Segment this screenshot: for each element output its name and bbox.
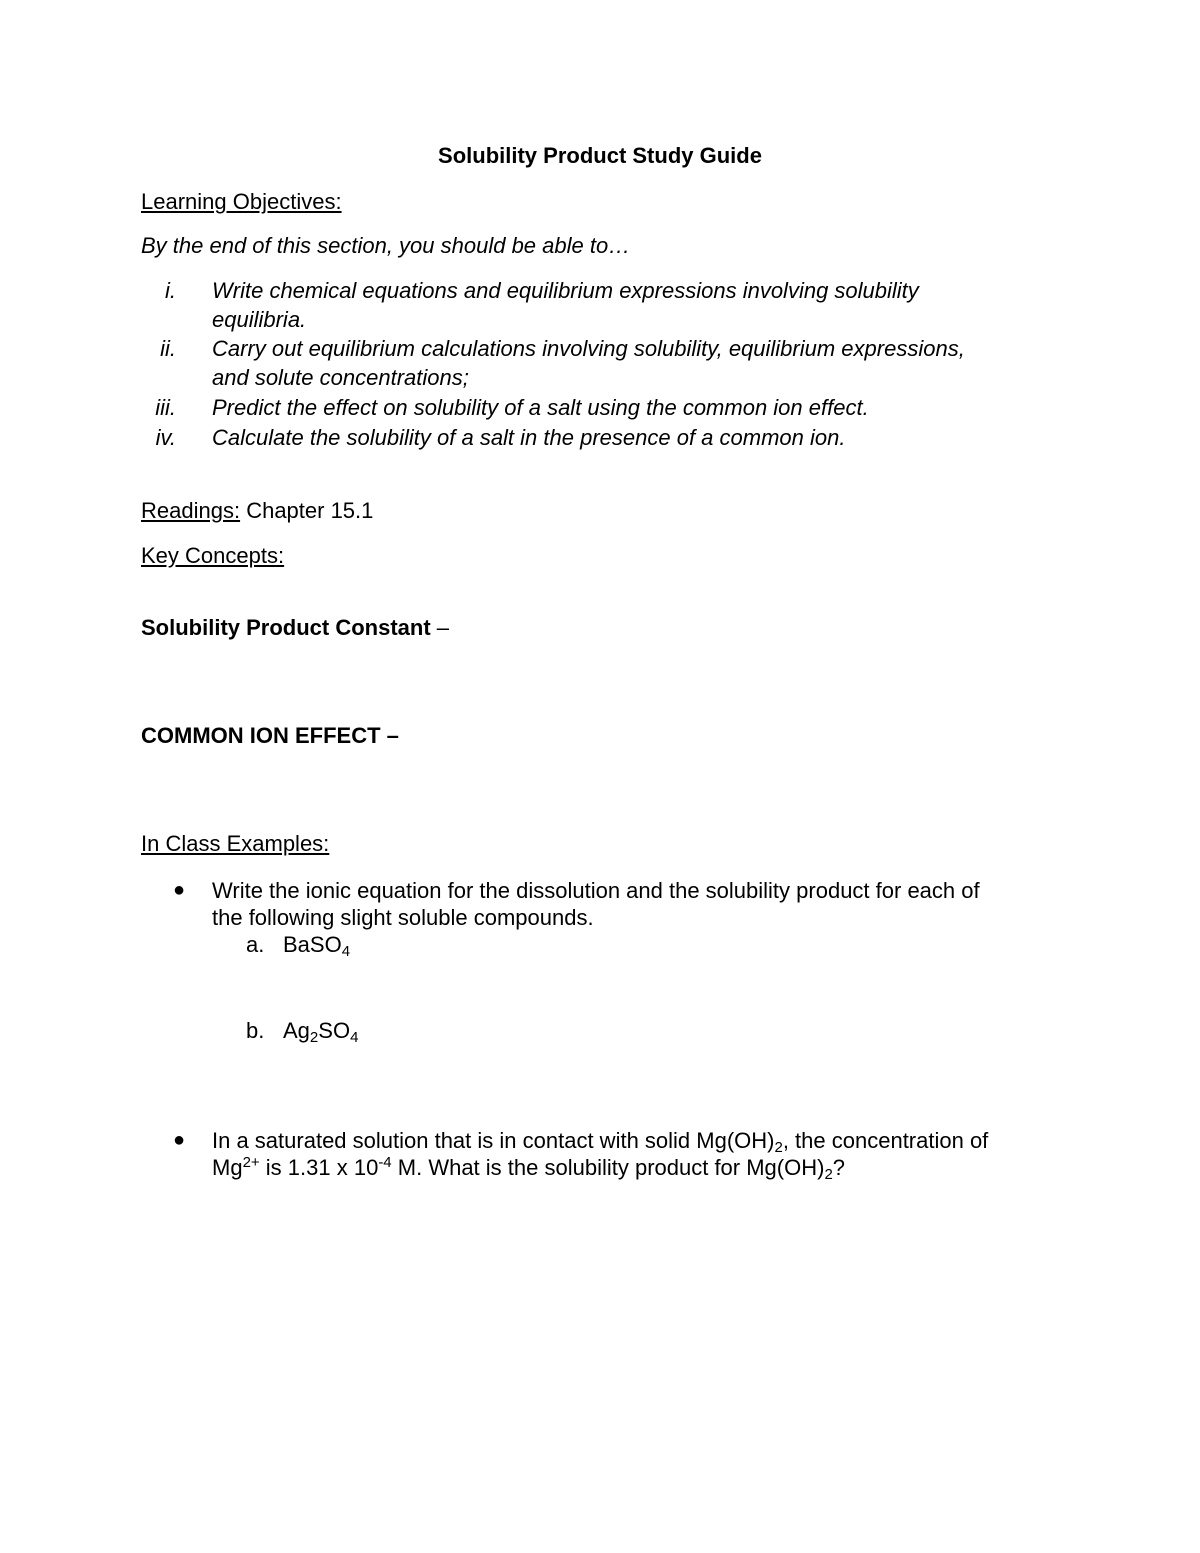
key-concepts-heading: Key Concepts:	[141, 543, 285, 568]
formula-ag2so4	[283, 1016, 358, 1045]
readings-label: Readings:	[141, 498, 241, 523]
readings-line	[141, 496, 373, 525]
objective-number: i.	[165, 278, 176, 303]
objective-number: iv.	[155, 425, 176, 450]
objective-number: iii.	[155, 395, 176, 420]
objective-text: and solute concentrations;	[212, 365, 469, 390]
bullet-icon: ●	[173, 879, 186, 901]
formula-subscript: 2	[824, 1166, 833, 1183]
bullet-icon: ●	[173, 1129, 186, 1151]
readings-value: Chapter 15.1	[240, 498, 374, 523]
objective-number: ii.	[160, 336, 176, 361]
text-run: Mg	[212, 1155, 243, 1180]
in-class-examples-heading: In Class Examples:	[141, 831, 330, 856]
formula-text: Ag	[283, 1018, 310, 1043]
objective-text: Write chemical equations and equilibrium expressions involving solubility	[212, 278, 919, 303]
formula-subscript: 2	[774, 1139, 783, 1156]
page-title: Solubility Product Study Guide	[438, 143, 762, 168]
objective-text: Predict the effect on solubility of a salt using the common ion effect.	[212, 395, 869, 420]
text-run: ?	[832, 1155, 846, 1180]
objective-text: Carry out equilibrium calculations involving solubility, equilibrium expressions,	[212, 336, 965, 361]
example-text: Write the ionic equation for the dissolution and the solubility product for each of	[212, 878, 980, 903]
sub-item-label: b.	[246, 1018, 265, 1043]
formula-subscript: 4	[350, 1029, 359, 1046]
example-text: the following slight soluble compounds.	[212, 905, 594, 930]
charge-superscript: 2+	[242, 1154, 260, 1171]
text-run: , the concentration of	[782, 1128, 989, 1153]
example-text	[212, 1153, 845, 1182]
concept-solubility-product-constant	[141, 613, 449, 642]
formula-text: BaSO	[283, 932, 342, 957]
text-run: M. What is the solubility product for Mg(OH)	[391, 1155, 825, 1180]
objectives-intro: By the end of this section, you should be able to…	[141, 233, 631, 258]
formula-baso4	[283, 930, 350, 959]
objective-text: Calculate the solubility of a salt in the presence of a common ion.	[212, 425, 846, 450]
objective-text: equilibria.	[212, 307, 307, 332]
formula-subscript: 2	[309, 1029, 319, 1046]
sub-item-label: a.	[246, 932, 265, 957]
learning-objectives-heading: Learning Objectives:	[141, 189, 342, 214]
concept-term: Solubility Product Constant	[141, 615, 431, 640]
text-run: In a saturated solution that is in contact with solid Mg(OH)	[212, 1128, 775, 1153]
concept-dash: –	[430, 615, 450, 640]
concept-common-ion-effect: COMMON ION EFFECT –	[141, 723, 399, 748]
formula-subscript: 4	[341, 943, 351, 960]
exponent-superscript: -4	[378, 1154, 392, 1171]
formula-text: SO	[318, 1018, 351, 1043]
text-run: is 1.31 x 10	[259, 1155, 379, 1180]
example-text	[212, 1126, 988, 1155]
